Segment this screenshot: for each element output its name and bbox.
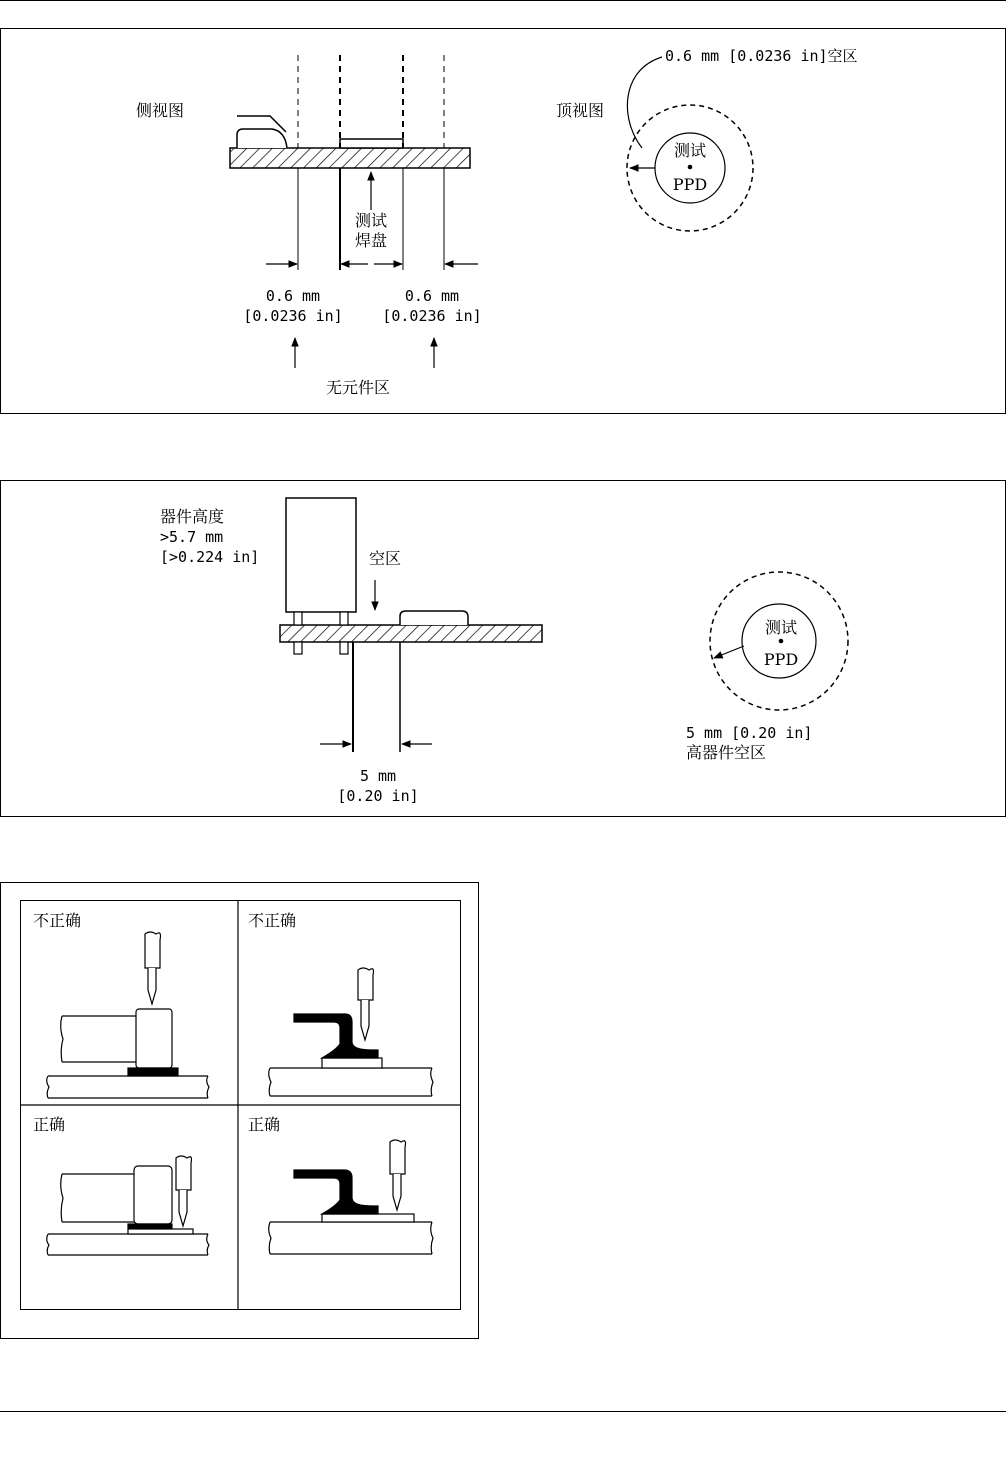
dim-mm-2: 5 mm bbox=[359, 767, 397, 785]
dim-in-2: [0.20 in] bbox=[337, 787, 419, 805]
test-pad-label-1: 测试 bbox=[354, 211, 387, 230]
height-mm: >5.7 mm bbox=[160, 528, 224, 546]
dim-right-mm: 0.6 mm bbox=[404, 287, 460, 305]
panel-1-drawing bbox=[47, 932, 209, 1098]
panel-4-drawing bbox=[269, 1140, 433, 1254]
circle-test-label: 测试 bbox=[673, 141, 706, 160]
dim-right-in: [0.0236 in] bbox=[382, 307, 482, 325]
height-label: 器件高度 bbox=[160, 507, 225, 526]
panel-1-label: 不正确 bbox=[33, 911, 82, 930]
circle-ppd-label-2: PPD bbox=[763, 650, 799, 669]
no-component-zone-label: 无元件区 bbox=[326, 378, 391, 397]
keepout-label: 0.6 mm [0.0236 in]空区 bbox=[665, 47, 858, 65]
panel-3-label: 正确 bbox=[33, 1115, 66, 1134]
side-view-label: 侧视图 bbox=[136, 101, 185, 120]
top-view-label: 顶视图 bbox=[556, 101, 605, 120]
circle-ppd-label: PPD bbox=[672, 175, 708, 194]
keepout-label-2: 空区 bbox=[369, 549, 402, 568]
dim-left-in: [0.0236 in] bbox=[243, 307, 343, 325]
tall-keepout-dim: 5 mm [0.20 in] bbox=[686, 724, 813, 742]
test-pad-label-2: 焊盘 bbox=[354, 231, 387, 250]
dim-left-mm: 0.6 mm bbox=[265, 287, 321, 305]
tall-keepout-label: 高器件空区 bbox=[686, 743, 767, 762]
panel-3-drawing bbox=[47, 1156, 209, 1255]
circle-test-label-2: 测试 bbox=[764, 618, 797, 637]
panel-2-drawing bbox=[269, 968, 433, 1096]
panel-2-label: 不正确 bbox=[248, 911, 297, 930]
height-in: [>0.224 in] bbox=[160, 548, 260, 566]
panel-4-label: 正确 bbox=[248, 1115, 281, 1134]
